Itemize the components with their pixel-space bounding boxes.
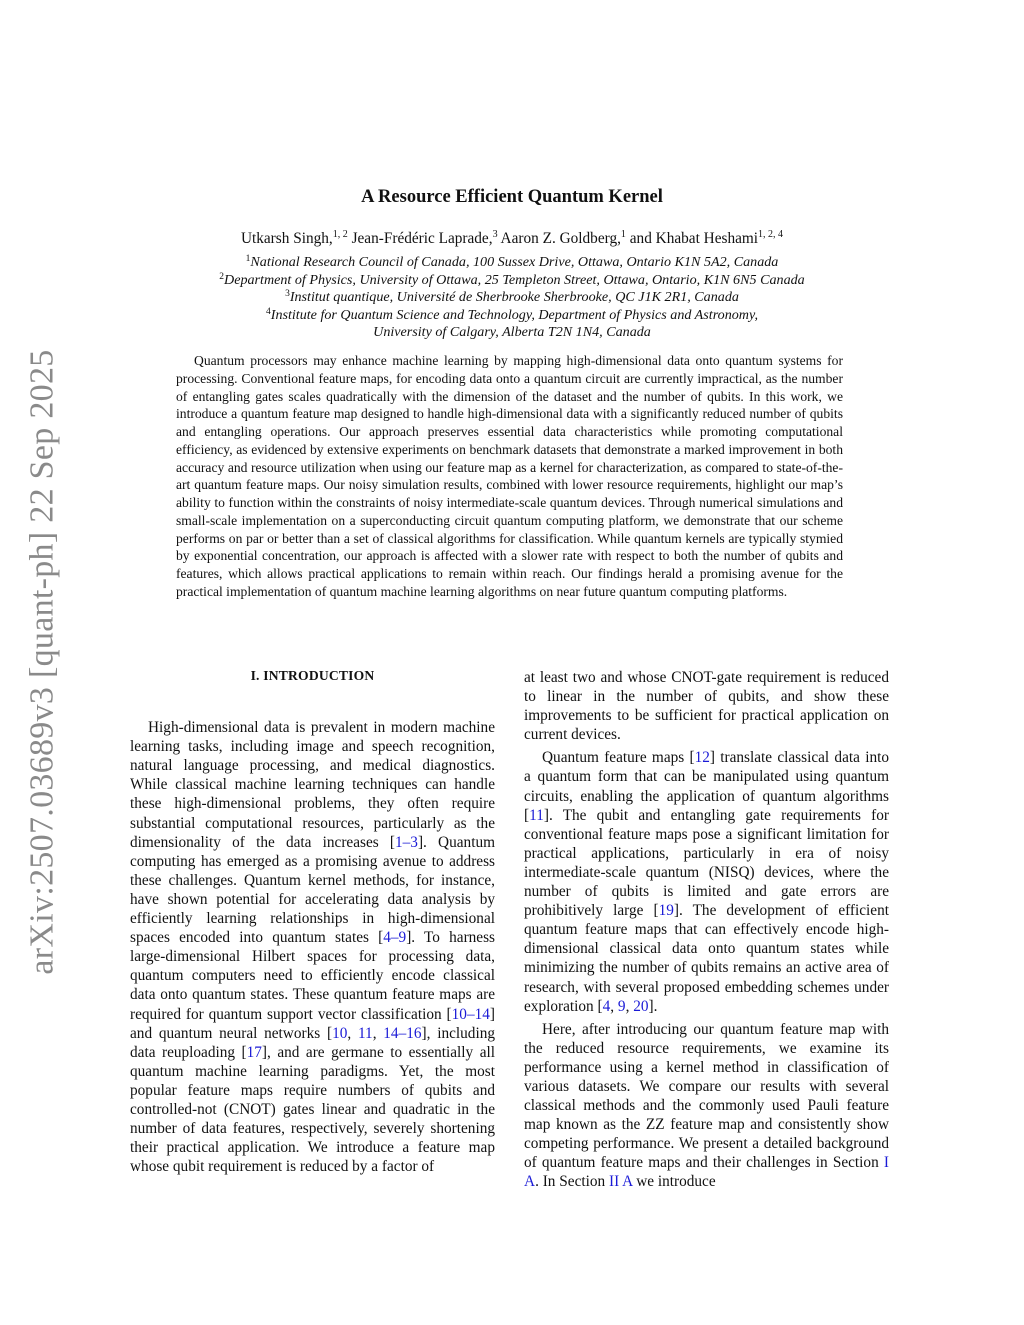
affiliation bbox=[0, 289, 1024, 307]
affiliation-list bbox=[0, 254, 1024, 342]
author bbox=[630, 230, 783, 247]
body-text: ], including data reuploading [ bbox=[130, 1024, 495, 1061]
citation-link[interactable]: I A bbox=[524, 1154, 889, 1191]
citation-link[interactable]: 20 bbox=[633, 997, 649, 1015]
author-name: and Khabat Heshami bbox=[629, 230, 759, 247]
arxiv-identifier: arXiv:2507.03689v3 [quant-ph] 22 Sep 2025 bbox=[24, 349, 62, 975]
affiliation-number: 4 bbox=[266, 306, 271, 317]
citation-link[interactable]: 19 bbox=[658, 902, 674, 920]
body-text: Here, after introducing our quantum feature map with the reduced resource requirements, we examine its performance using a kernel method in classification of various datasets. We compare our results with several classical methods and the commonly used Pauli feature map known as the ZZ feature map and consistently show competing performance. We present a detailed background of quantum feature maps and their challenges in Section bbox=[524, 1020, 889, 1172]
author-name: Aaron Z. Goldberg, bbox=[500, 230, 621, 247]
section-heading-introduction: I. INTRODUCTION bbox=[250, 668, 375, 683]
citation-link[interactable]: 10 bbox=[332, 1024, 348, 1042]
affiliation-text: National Research Council of Canada, 100 Sussex Drive, Ottawa, Ontario K1N 5A2, Canada bbox=[250, 254, 779, 270]
body-text: ]. The qubit and entangling gate requirements for conventional feature maps pose a significant limitation for practical applications, particularly in era of noisy intermediate-scale quantum (NISQ) devices, where the number of qubits is limited and gate errors are prohibitively large [ bbox=[524, 806, 889, 920]
body-text: , bbox=[610, 997, 618, 1015]
right-column bbox=[524, 668, 889, 1192]
affiliation-number: 2 bbox=[219, 271, 225, 282]
affiliation-number: 1 bbox=[245, 254, 251, 264]
citation-link[interactable]: 9 bbox=[617, 997, 626, 1015]
abstract: Quantum processors may enhance machine learning by mapping high-dimensional data onto quantum systems for processing. Conventional feature maps, for encoding data onto a quantum circuit are currently impractical, as the number of entangling gates scales quadratically with the dimension of the dataset and the number of qubits. In this work, we introduce a quantum feature map designed to handle high-dimensional data with a significantly reduced number of qubits and entangling operations. Our approach preserves essential data characteristics while promoting computational efficiency, as evidenced by extensive experiments on benchmark datasets that demonstrate a marked improvement in both accuracy and resource utilization when using our feature map as a kernel for characterization, as compared to state-of-the-art quantum feature maps. Our noisy simulation results, combined with lower resource requirements, highlight our map’s ability to function within the constraints of noisy intermediate-scale quantum devices. Through numerical simulations and small-scale implementation on a superconducting circuit quantum computing platform, we demonstrate that our scheme performs on par or better than a set of classical algorithms for classification. While quantum kernels are typically stymied by exponential concentration, our approach is affected with a slower rate with respect to both the number of qubits and features, which allows practical applications to remain within reach. Our findings herald a promising avenue for the practical implementation of quantum machine learning algorithms on near future quantum computing platforms. bbox=[176, 353, 843, 599]
citation-link[interactable]: 4–9 bbox=[383, 929, 407, 947]
body-text: . In Section bbox=[535, 1173, 609, 1191]
body-text: High-dimensional data is prevalent in modern machine learning tasks, including image and speech recognition, natural language processing, and medical diagnostics. While classical machine learning techniques can handle these high-dimensional problems, they often require substantial computational resources, particularly as the dimensionality of the data increases [ bbox=[130, 719, 495, 851]
author-name: Jean-Frédéric Laprade, bbox=[351, 230, 493, 247]
citation-link[interactable]: 11 bbox=[357, 1024, 373, 1042]
affiliation-text: University of Calgary, Alberta T2N 1N4, Canada bbox=[373, 324, 651, 341]
affiliation-text: Institute for Quantum Science and Technology, Department of Physics and Astronomy, bbox=[270, 306, 758, 323]
author bbox=[241, 230, 348, 247]
body-text: at least two and whose CNOT-gate requirement is reduced to linear in the number of qubits, and show these improvements to be sufficient for practical application on current devices. bbox=[524, 669, 889, 744]
affiliation-number: 3 bbox=[285, 289, 290, 300]
affiliation bbox=[0, 307, 1024, 325]
body-text: , bbox=[372, 1024, 384, 1042]
affiliation-text: Department of Physics, University of Ottawa, 25 Templeton Street, Ottawa, Ontario, K1N 6N5 Canada bbox=[224, 271, 805, 288]
citation-link[interactable]: 14–16 bbox=[383, 1024, 422, 1042]
body-text: ]. Quantum computing has emerged as a promising avenue to address these challenges. Quantum kernel methods, for instance, have shown potential for accelerating data analysis by efficiently learning relationships in high-dimensional spaces encoded into quantum states [ bbox=[130, 833, 495, 947]
citation-link[interactable]: 4 bbox=[602, 997, 611, 1015]
body-text: Quantum feature maps [ bbox=[542, 749, 695, 767]
author-list bbox=[0, 230, 1024, 248]
body-text: ]. To harness large-dimensional Hilbert spaces for processing data, quantum computers need to efficiently encode classical data onto quantum states. These quantum feature maps are required for quantum support vector classification [ bbox=[130, 929, 496, 1023]
body-text: , bbox=[625, 997, 634, 1015]
intro-paragraph-continued bbox=[524, 668, 889, 744]
arxiv-margin-stamp bbox=[10, 349, 76, 975]
body-text: ] translate classical data into a quantum form that can be manipulated using quantum circuits, enabling the application of quantum algorithms [ bbox=[524, 749, 889, 824]
affiliation bbox=[0, 254, 1024, 272]
intro-paragraph bbox=[130, 718, 495, 1176]
body-text: we introduce bbox=[632, 1173, 716, 1191]
overview-paragraph bbox=[524, 1020, 889, 1192]
paper-title: A Resource Efficient Quantum Kernel bbox=[361, 187, 663, 207]
author-affiliation-mark: 3 bbox=[492, 229, 498, 240]
citation-link[interactable]: 12 bbox=[694, 749, 710, 767]
citation-link[interactable]: 10–14 bbox=[451, 1005, 490, 1023]
body-text: ], and are germane to essentially all quantum machine learning paradigms. Yet, the most popular feature maps require numbers of qubits and controlled-not (CNOT) gates linear and quadratic in the number of data features, respectively, severely shortening their practical application. We introduce a feature map whose qubit requirement is reduced by a factor of bbox=[130, 1043, 495, 1176]
body-text: ]. The development of efficient quantum feature maps that can effectively encode high-dimensional classical data onto quantum states while minimizing the number of qubits remains an active area of research, with several proposed embedding schemes under exploration [ bbox=[524, 902, 889, 1015]
body-text: ] and quantum neural networks [ bbox=[130, 1005, 495, 1042]
author-affiliation-mark: 1, 2 bbox=[332, 229, 348, 240]
affiliation bbox=[0, 324, 1024, 342]
citation-link[interactable]: II A bbox=[609, 1173, 633, 1191]
left-column bbox=[130, 666, 495, 1176]
author-name: Utkarsh Singh, bbox=[240, 230, 333, 247]
author bbox=[352, 230, 498, 247]
author bbox=[501, 230, 626, 247]
author-affiliation-mark: 1, 2, 4 bbox=[758, 229, 784, 240]
affiliation-text: Institut quantique, Université de Sherbrooke Sherbrooke, QC J1K 2R1, Canada bbox=[289, 289, 739, 306]
body-text: , bbox=[347, 1024, 358, 1042]
feature-map-paragraph bbox=[524, 748, 889, 1015]
author-affiliation-mark: 1 bbox=[620, 229, 626, 240]
body-text: ]. bbox=[648, 997, 658, 1015]
citation-link[interactable]: 17 bbox=[246, 1043, 262, 1061]
affiliation bbox=[0, 272, 1024, 290]
citation-link[interactable]: 11 bbox=[529, 806, 544, 824]
citation-link[interactable]: 1–3 bbox=[394, 833, 418, 851]
